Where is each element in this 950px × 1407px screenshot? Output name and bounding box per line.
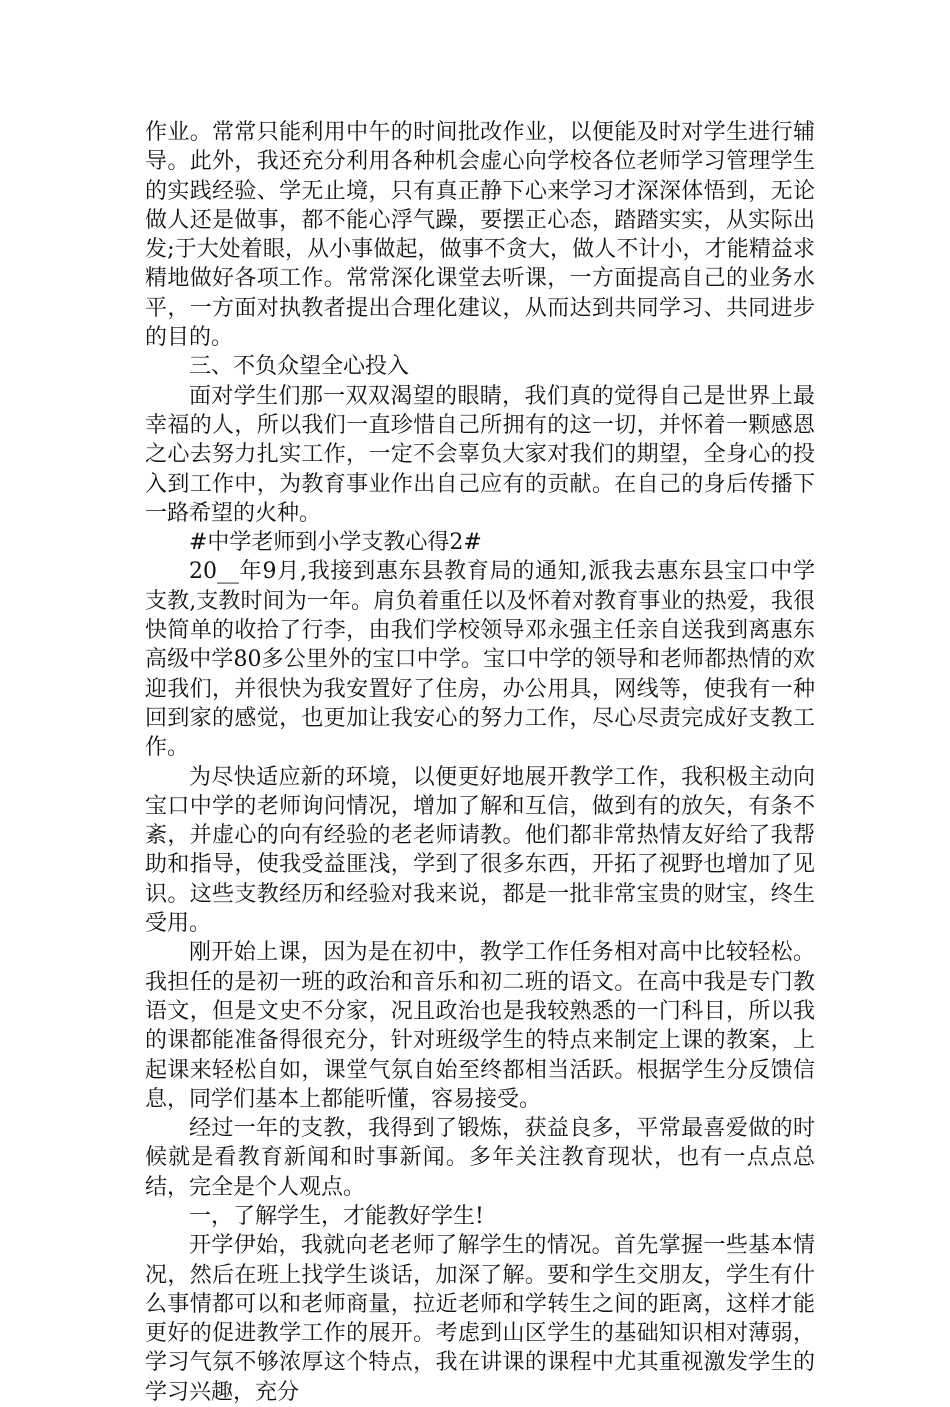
document-body (145, 118, 815, 1407)
paragraph-one-year-summary: 经过一年的支教，我得到了锻炼，获益良多，平常最喜爱做的时候就是看教育新闻和时事新闻。多年关注教育现状，也有一点点总结，完全是个人观点。 (145, 1116, 815, 1200)
article-heading-2: #中学老师到小学支教心得2# (189, 530, 482, 556)
section-heading-one: 一，了解学生，才能教好学生! (189, 1203, 484, 1229)
paragraph-teaching-start: 刚开始上课，因为是在初中，教学工作任务相对高中比较轻松。我担任的是初一班的政治和音乐和初二班的语文。在高中我是专门教语文，但是文史不分家，况且政治也是我较熟悉的一门科目，所以我的课都能准备得很充分，针对班级学生的特点来制定上课的教案，上起课来轻松自如，课堂气氛自始至终都相当活跃。根据学生分反馈信息，同学们基本上都能听懂，容易接受。 (145, 940, 815, 1112)
paragraph-know-students: 开学伊始，我就向老老师了解学生的情况。首先掌握一些基本情况，然后在班上找学生谈话，加深了解。要和学生交朋友，学生有什么事情都可以和老师商量，拉近老师和学转生之间的距离，这样才能更好的促进教学工作的展开。考虑到山区学生的基础知识相对薄弱，学习气氛不够浓厚这个特点，我在讲课的课程中尤其重视激发学生的学习兴趣，充分 (145, 1233, 815, 1405)
paragraph-intro-continued: 作业。常常只能利用中午的时间批改作业，以便能及时对学生进行辅导。此外，我还充分利用各种机会虚心向学校各位老师学习管理学生的实践经验、学无止境，只有真正静下心来学习才深深体悟到，无论做人还是做事，都不能心浮气躁，要摆正心态，踏踏实实，从实际出发;于大处着眼，从小事做起，做事不贪大，做人不计小，才能精益求精地做好各项工作。常常深化课堂去听课，一方面提高自己的业务水平，一方面对执教者提出合理化建议，从而达到共同学习、共同进步的目的。 (145, 120, 815, 351)
paragraph-adaptation: 为尽快适应新的环境，以便更好地展开教学工作，我积极主动向宝口中学的老师询问情况，增加了解和互信，做到有的放矢，有条不紊，并虚心的向有经验的老老师请教。他们都非常热情友好给了我帮助和指导，使我受益匪浅，学到了很多东西，开拓了视野也增加了见识。这些支教经历和经验对我来说，都是一批非常宝贵的财宝，终生受用。 (145, 764, 815, 937)
paragraph-assignment: 20__年9月,我接到惠东县教育局的通知,派我去惠东县宝口中学支教,支教时间为一年。肩负着重任以及怀着对教育事业的热爱，我很快简单的收拾了行李，由我们学校领导邓永强主任亲自送我到离惠东高级中学80多公里外的宝口中学。宝口中学的领导和老师都热情的欢迎我们，并很快为我安置好了住房，办公用具，网线等，使我有一种回到家的感觉，也更加让我安心的努力工作，尽心尽责完成好支教工作。 (145, 559, 815, 761)
section-heading-three: 三、不负众望全心投入 (189, 354, 410, 380)
paragraph-gratitude: 面对学生们那一双双渴望的眼睛，我们真的觉得自己是世界上最幸福的人，所以我们一直珍惜自己所拥有的这一切，并怀着一颗感恩之心去努力扎实工作，一定不会辜负大家对我们的期望，全身心的投入到工作中，为教育事业作出自己应有的贡献。在自己的身后传播下一路希望的火种。 (145, 383, 815, 526)
